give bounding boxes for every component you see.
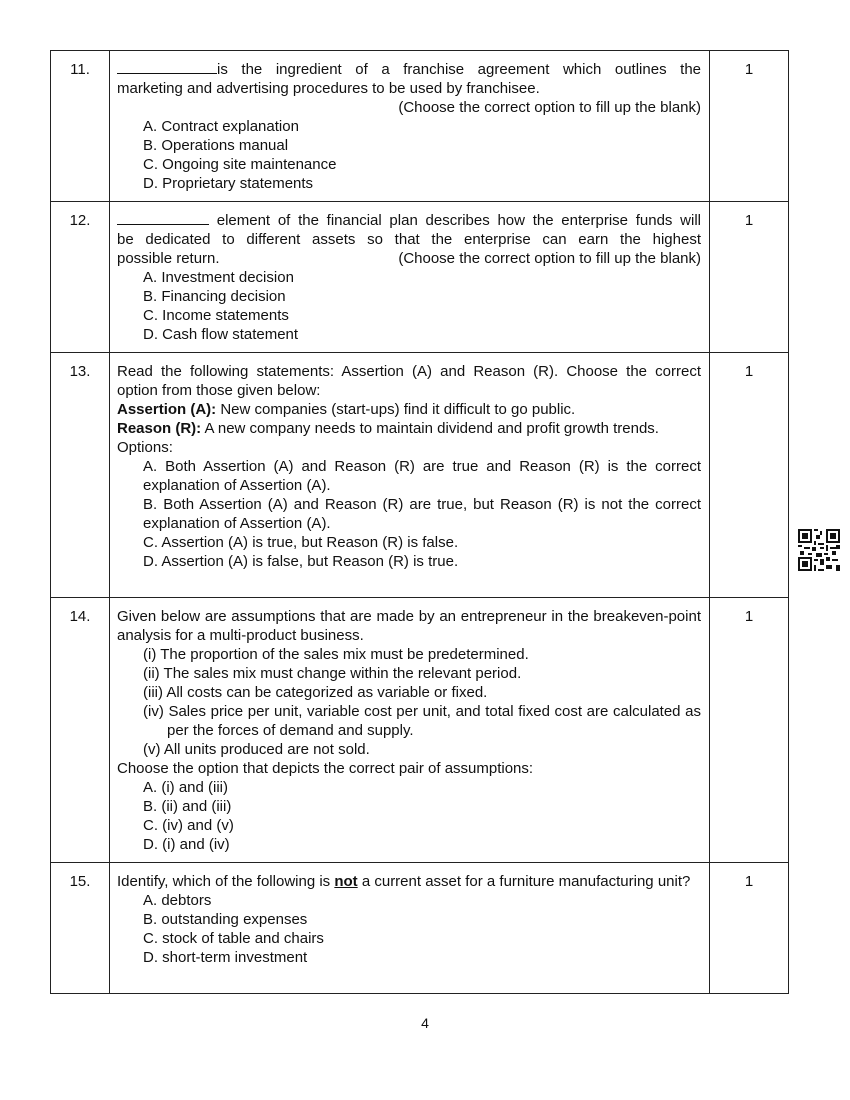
question-instruction: (Choose the correct option to fill up the blank): [398, 250, 701, 267]
assertion-statement: [117, 400, 701, 419]
question-text-line: possible return.: [117, 250, 220, 267]
option-d: D. Assertion (A) is false, but Reason (R) is true.: [143, 553, 459, 570]
option-b: B. Both Assertion (A) and Reason (R) are true, but Reason (R) is not the correct explanation of Assertion (A).: [143, 496, 701, 532]
question-row-12: [51, 202, 789, 353]
option-d: D. Proprietary statements: [143, 175, 314, 192]
option-a: A. Investment decision: [143, 269, 294, 286]
question-intro: Read the following statements: Assertion (A) and Reason (R). Choose the correct option from those given below:: [117, 363, 701, 399]
question-number: 12.: [51, 202, 110, 353]
option-b: B. outstanding expenses: [143, 911, 308, 928]
question-row-13: [51, 353, 789, 598]
fill-blank: [117, 211, 209, 225]
option-c: C. Assertion (A) is true, but Reason (R) is false.: [143, 534, 459, 551]
question-marks: 1: [710, 863, 789, 994]
question-row-11: [51, 51, 789, 202]
question-body: [110, 202, 710, 353]
option-b: B. Financing decision: [143, 288, 286, 305]
question-body: [110, 598, 710, 863]
question-text-line: be dedicated to different assets so that the enterprise can earn the highest: [117, 231, 701, 248]
options-label: Options:: [117, 439, 173, 456]
option-a: A. (i) and (iii): [143, 779, 229, 796]
option-c: C. (iv) and (v): [143, 817, 234, 834]
question-marks: 1: [710, 353, 789, 598]
question-instruction: (Choose the correct option to fill up the blank): [398, 99, 701, 116]
assumption-i: (i) The proportion of the sales mix must be predetermined.: [143, 646, 529, 663]
option-b: B. Operations manual: [143, 137, 289, 154]
assumption-iv: (iv) Sales price per unit, variable cost per unit, and total fixed cost are calculated as per the forces of demand and supply.: [143, 703, 701, 739]
reason-text: A new company needs to maintain dividend and profit growth trends.: [201, 420, 659, 437]
fill-blank: [117, 60, 217, 74]
question-marks: 1: [710, 598, 789, 863]
question-number: 11.: [51, 51, 110, 202]
option-d: D. short-term investment: [143, 949, 308, 966]
question-number: 13.: [51, 353, 110, 598]
question-number: 15.: [51, 863, 110, 994]
question-body: [110, 51, 710, 202]
assumption-v: (v) All units produced are not sold.: [143, 741, 370, 758]
question-prompt: Choose the option that depicts the correct pair of assumptions:: [117, 760, 534, 777]
question-row-15: [51, 863, 789, 994]
question-marks: 1: [710, 202, 789, 353]
reason-label: Reason (R):: [117, 420, 202, 437]
emphasis-not: not: [334, 873, 358, 890]
qr-code-icon: [798, 529, 840, 571]
question-text: is the ingredient of a franchise agreement which outlines the: [217, 61, 701, 78]
option-d: D. (i) and (iv): [143, 836, 230, 853]
option-a: A. Both Assertion (A) and Reason (R) are true and Reason (R) is the correct explanation of Assertion (A).: [143, 458, 701, 494]
question-row-14: [51, 598, 789, 863]
option-d: D. Cash flow statement: [143, 326, 299, 343]
assumption-iii: (iii) All costs can be categorized as variable or fixed.: [143, 684, 488, 701]
option-a: A. Contract explanation: [143, 118, 299, 135]
reason-statement: [117, 419, 701, 438]
assertion-label: Assertion (A):: [117, 401, 217, 418]
option-c: C. Income statements: [143, 307, 289, 324]
page-number: 4: [421, 1015, 429, 1031]
option-b: B. (ii) and (iii): [143, 798, 232, 815]
question-number: 14.: [51, 598, 110, 863]
question-intro: Given below are assumptions that are made by an entrepreneur in the breakeven-point analysis for a multi-product business.: [117, 608, 701, 644]
question-marks: 1: [710, 51, 789, 202]
option-a: A. debtors: [143, 892, 212, 909]
assumption-ii: (ii) The sales mix must change within the relevant period.: [143, 665, 522, 682]
question-body: [110, 863, 710, 994]
question-text: element of the financial plan describes how the enterprise funds will: [216, 212, 701, 229]
question-body: [110, 353, 710, 598]
question-text-line: marketing and advertising procedures to be used by franchisee.: [117, 80, 540, 97]
assertion-text: New companies (start-ups) find it difficult to go public.: [216, 401, 576, 418]
option-c: C. stock of table and chairs: [143, 930, 324, 947]
option-c: C. Ongoing site maintenance: [143, 156, 337, 173]
question-text: Identify, which of the following is not a current asset for a furniture manufacturing unit?: [117, 873, 691, 890]
question-table: [50, 50, 789, 994]
